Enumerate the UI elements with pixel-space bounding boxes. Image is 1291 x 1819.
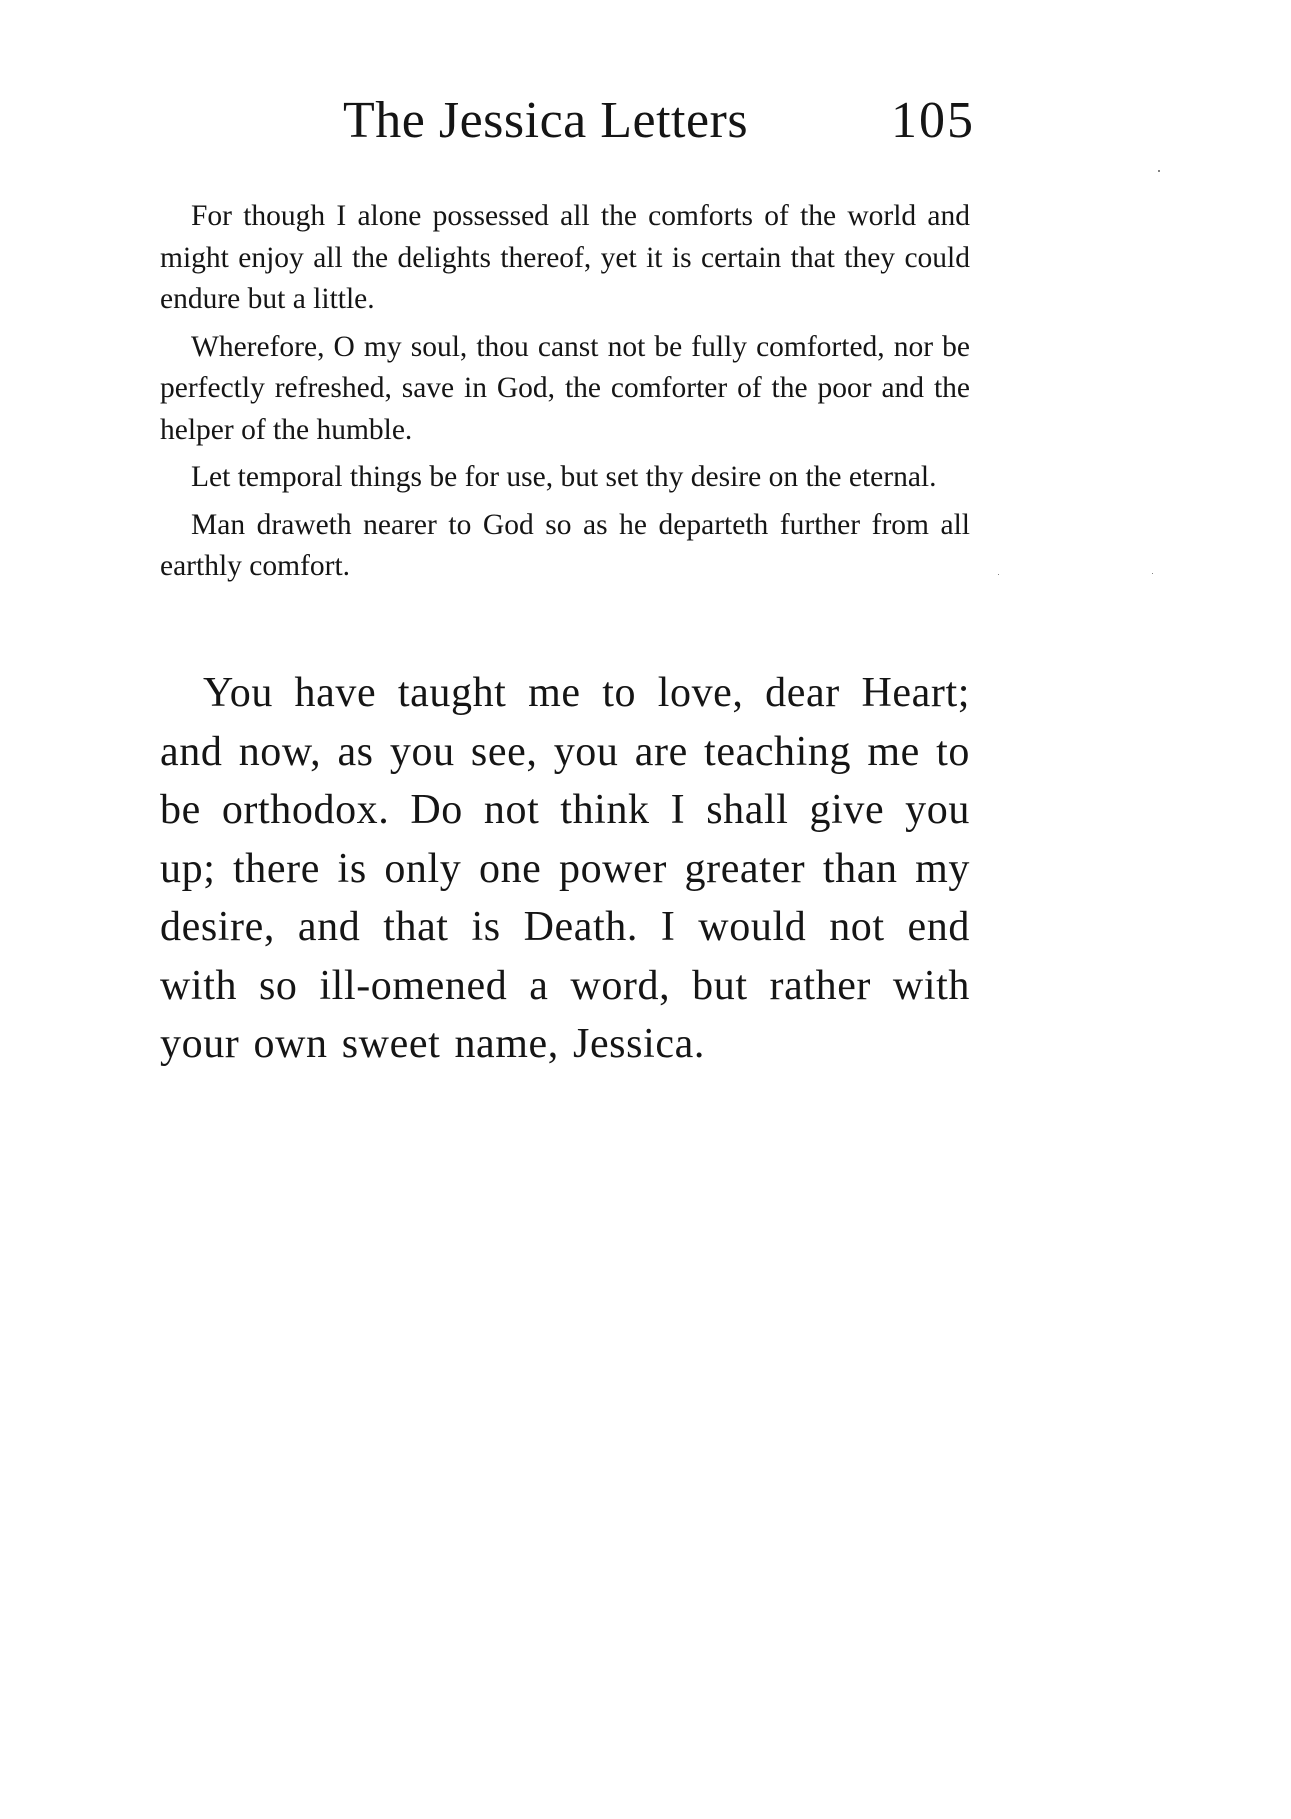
paper-speck	[998, 574, 999, 575]
quote-paragraph: For though I alone possessed all the comforts of the world and might enjoy all the delights thereof, yet it is certain that they could endure but a little.	[160, 200, 970, 315]
book-title: The Jessica Letters	[343, 92, 749, 149]
running-head	[160, 88, 975, 158]
page-number: 105	[891, 92, 975, 149]
letter-body	[160, 664, 970, 1074]
quote-paragraph: Man draweth nearer to God so as he departeth further from all earthly comfort.	[160, 508, 970, 582]
quote-paragraph: Wherefore, O my soul, thou canst not be fully comforted, nor be perfectly refreshed, save in God, the comforter of the poor and the helper of the humble.	[160, 330, 970, 446]
letter-paragraph: You have taught me to love, dear Heart; and now, as you see, you are teaching me to be orthodox. Do not think I shall give you up; there is only one power greater than my desire, and that is Death. I would not end with so ill-omened a word, but rather with your own sweet name, Jessica.	[160, 670, 970, 1067]
paper-speck	[1152, 573, 1153, 574]
quote-paragraph: Let temporal things be for use, but set thy desire on the eternal.	[191, 461, 937, 493]
quotation-block	[160, 196, 970, 594]
paper-speck	[1158, 170, 1160, 172]
